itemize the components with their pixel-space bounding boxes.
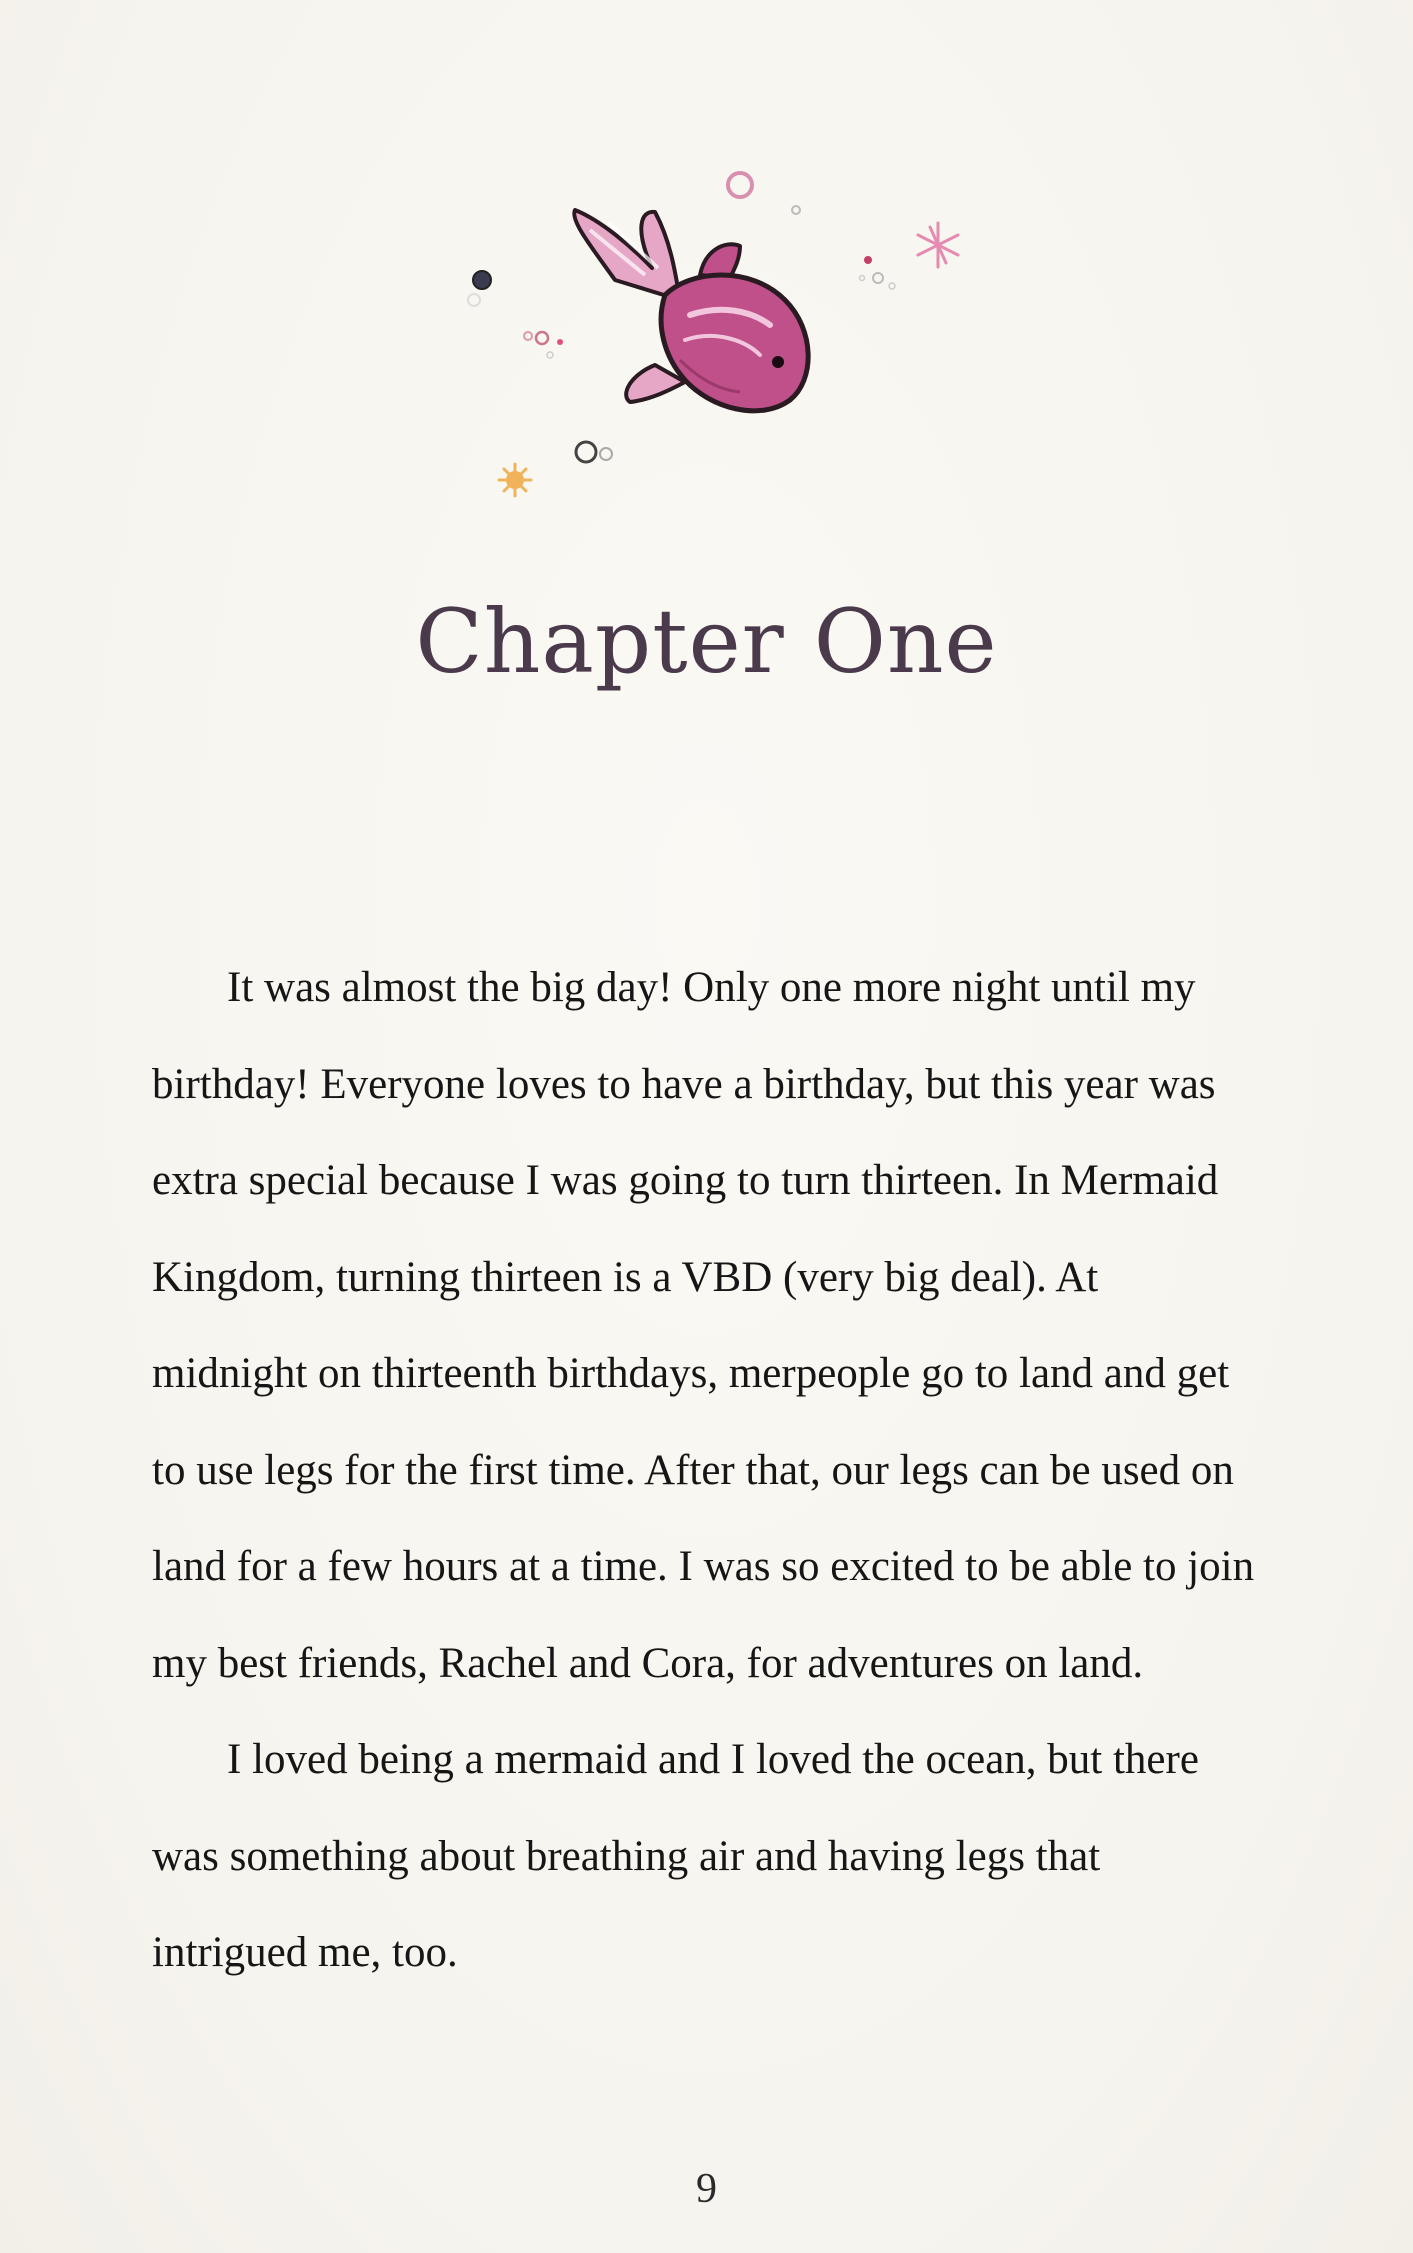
bubble-icon: [792, 206, 800, 214]
bubble-icon: [576, 442, 596, 462]
paragraph: I loved being a mermaid and I loved the ocean, but there was something about breathing air and having legs that intrigued me, too.: [152, 1736, 1199, 1976]
bubble-icon: [468, 294, 480, 306]
star-icon: [499, 464, 531, 496]
bubble-icon: [536, 332, 548, 344]
chapter-body: [152, 940, 1262, 2002]
paragraph: It was almost the big day! Only one more night until my birthday! Everyone loves to have a birthday, but this year was extra special because I was going to turn thirteen. In Mermaid Kingdom, turning thirteen is a VBD (very big deal). At midnight on thirteenth birthdays, merpeople go to land and get to use legs for the first time. After that, our legs can be used on land for a few hours at a time. I was so excited to be able to join my best friends, Rachel and Cora, for adventures on land.: [152, 964, 1255, 1687]
bubble-icon: [547, 352, 553, 358]
bubble-icon: [557, 339, 563, 345]
bubble-icon: [473, 271, 491, 289]
page-number: 9: [696, 2166, 717, 2212]
bubble-icon: [524, 332, 532, 340]
star-icon: [918, 223, 958, 267]
bubble-icon: [728, 173, 752, 197]
bubble-icon: [873, 273, 883, 283]
bubble-icon: [860, 276, 865, 281]
chapter-title: Chapter One: [415, 590, 998, 693]
bubble-icon: [600, 448, 612, 460]
bubble-icon: [864, 256, 872, 264]
pink-fish-icon: [430, 150, 990, 520]
bubble-icon: [889, 283, 895, 289]
